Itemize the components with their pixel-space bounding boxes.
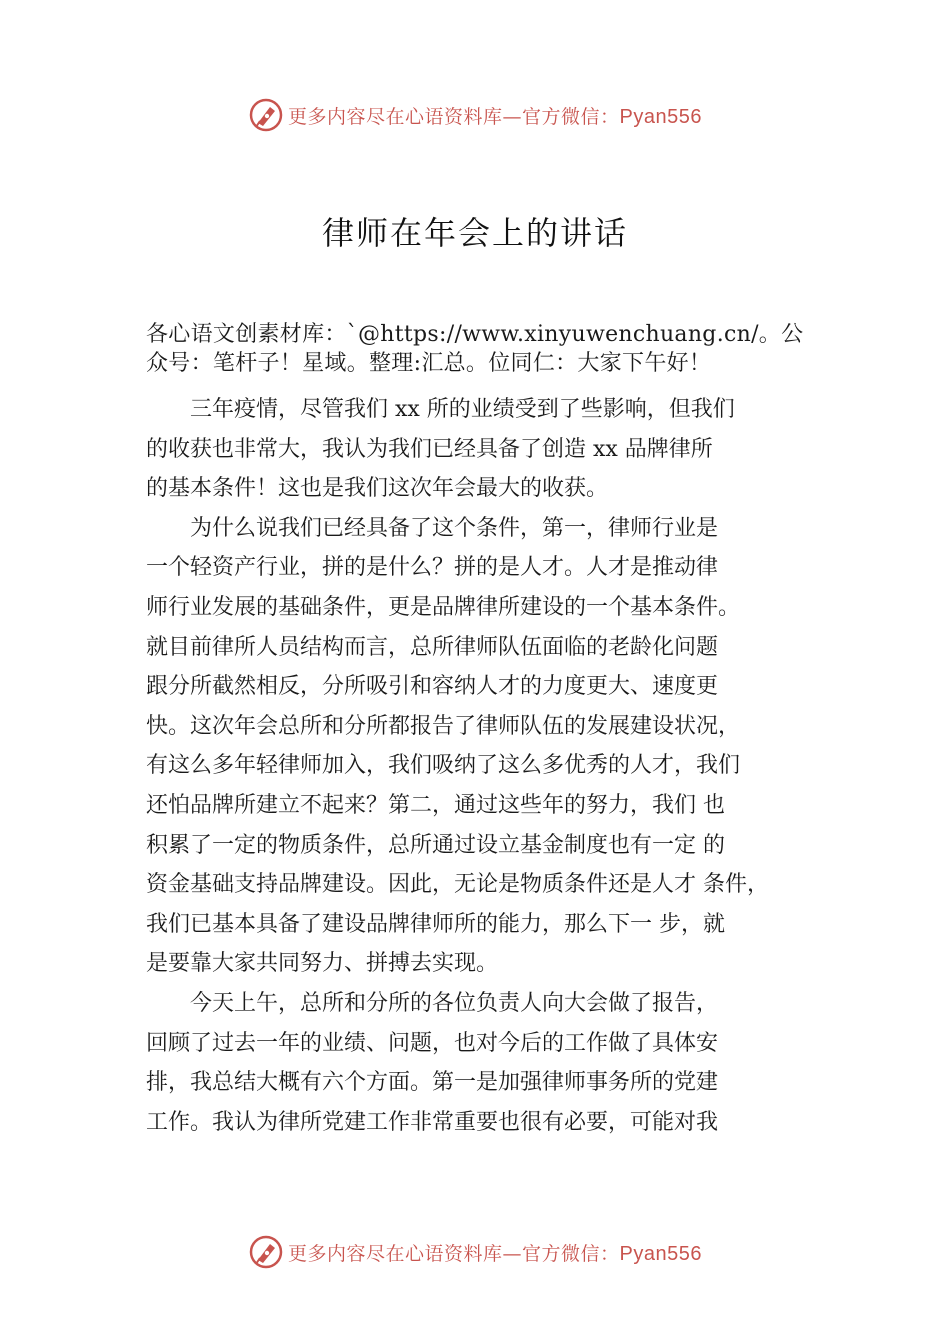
- paragraph-line: 为什么说我们已经具备了这个条件，第一，律师行业是: [190, 515, 719, 541]
- document-title: 律师在年会上的讲话: [321, 214, 628, 252]
- intro-paragraph: [146, 320, 846, 378]
- paragraph-line: 今天上午，总所和分所的各位负责人向大会做了报告，: [190, 990, 719, 1016]
- intro-line: 各心语文创素材库：`@https://www.xinyuwenchuang.cn/。公: [146, 322, 804, 347]
- footer-label: 更多内容尽在心语资料库—官方微信：: [288, 1242, 620, 1265]
- pen-nib-logo-icon: [248, 97, 284, 133]
- header-wechat-id: Pyan556: [619, 105, 702, 128]
- paragraph-line: 排，我总结大概有六个方面。第一是加强律师事务所的党建: [146, 1070, 719, 1096]
- footer-text: [288, 1239, 702, 1266]
- pen-nib-logo-icon: [248, 1234, 284, 1270]
- paragraph-line: 快。这次年会总所和分所都报告了律师队伍的发展建设状况，: [146, 713, 741, 739]
- paragraph-1: [146, 390, 846, 509]
- paragraph-line: 资金基础支持品牌建设。因此，无论是物质条件还是人才 条件，: [146, 872, 769, 898]
- paragraph-line: 我们已基本具备了建设品牌律师所的能力，那么下一 步，就: [146, 911, 725, 937]
- paragraph-line: 回顾了过去一年的业绩、问题，也对今后的工作做了具体安: [146, 1030, 719, 1056]
- paragraph-3: [146, 984, 846, 1142]
- paragraph-line: 还怕品牌所建立不起来？第二，通过这些年的努力，我们 也: [146, 792, 725, 818]
- paragraph-line: 积累了一定的物质条件，总所通过设立基金制度也有一定 的: [146, 832, 725, 858]
- footer-wechat-id: Pyan556: [619, 1242, 702, 1265]
- footer-banner: [0, 1232, 950, 1272]
- paragraph-line: 三年疫情，尽管我们 xx 所的业绩受到了些影响，但我们: [190, 397, 735, 422]
- paragraph-line: 有这么多年轻律师加入，我们吸纳了这么多优秀的人才，我们: [146, 753, 741, 779]
- paragraph-line: 一个轻资产行业，拼的是什么？拼的是人才。人才是推动律: [146, 555, 719, 581]
- intro-line: 众号：笔杆子！星域。整理:汇总。位同仁：大家下午好！: [146, 351, 712, 376]
- paragraph-line: 的收获也非常大，我认为我们已经具备了创造 xx 品牌律所: [146, 436, 713, 462]
- header-text: [288, 102, 702, 129]
- paragraph-line: 就目前律所人员结构而言，总所律师队伍面临的老龄化问题: [146, 634, 719, 660]
- header-banner: [0, 95, 950, 135]
- header-label: 更多内容尽在心语资料库—官方微信：: [288, 105, 620, 128]
- paragraph-line: 工作。我认为律所党建工作非常重要也很有必要，可能对我: [146, 1109, 719, 1135]
- paragraph-2: [146, 509, 846, 984]
- paragraph-line: 是要靠大家共同努力、拼搏去实现。: [146, 951, 499, 977]
- paragraph-line: 师行业发展的基础条件，更是品牌律所建设的一个基本条件。: [146, 594, 741, 620]
- document-body: [146, 320, 846, 1142]
- paragraph-line: 的基本条件！这也是我们这次年会最大的收获。: [146, 476, 609, 502]
- paragraph-line: 跟分所截然相反，分所吸引和容纳人才的力度更大、速度更: [146, 674, 719, 700]
